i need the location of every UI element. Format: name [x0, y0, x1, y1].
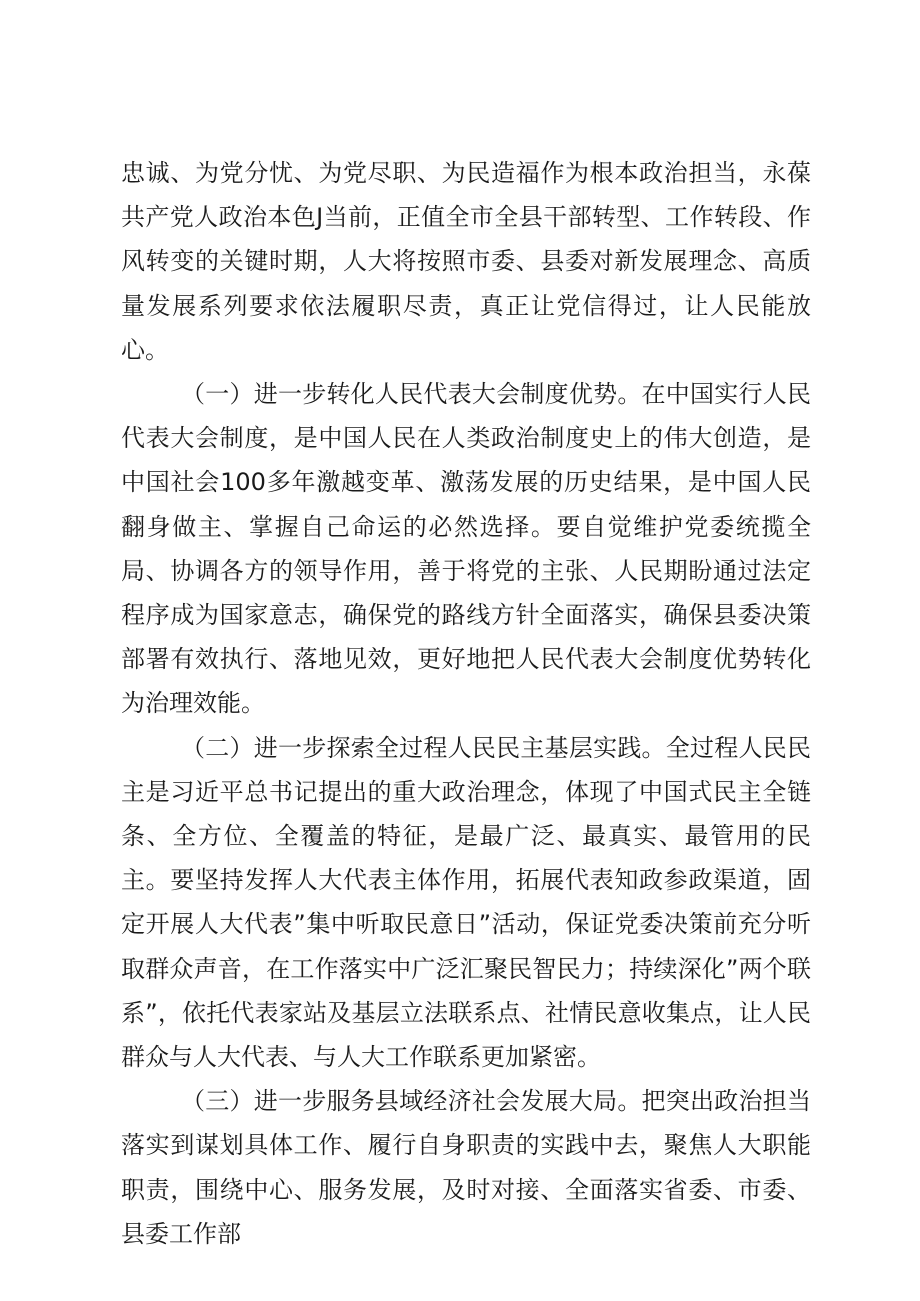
- paragraph-section-one: （一）进一步转化人民代表大会制度优势。在中国实行人民代表大会制度，是中国人民在人类政治制度史上的伟大创造，是中国社会100多年激越变革、激荡发展的历史结果，是中国人民翻身做主、掌握自己命运的必然选择。要自觉维护党委统揽全局、协调各方的领导作用，善于将党的主张、人民期盼通过法定程序成为国家意志，确保党的路线方针全面落实，确保县委决策部署有效执行、落地见效，更好地把人民代表大会制度优势转化为治理效能。: [121, 380, 811, 718]
- paragraph-continuation: 忠诚、为党分忧、为党尽职、为民造福作为根本政治担当，永葆共产党人政治本色J当前，正值全市全县干部转型、工作转段、作风转变的关键时期，人大将按照市委、县委对新发展理念、高质量发展系列要求依法履职尽责，真正让党信得过，让人民能放心。: [121, 159, 811, 364]
- document-body: [121, 151, 811, 1256]
- paragraph-section-two: （二）进一步探索全过程人民民主基层实践。全过程人民民主是习近平总书记提出的重大政治理念，体现了中国式民主全链条、全方位、全覆盖的特征，是最广泛、最真实、最管用的民主。要坚持发挥人大代表主体作用，拓展代表知政参政渠道，固定开展人大代表”集中听取民意日”活动，保证党委决策前充分听取群众声音，在工作落实中广泛汇聚民智民力；持续深化”两个联系”，依托代表家站及基层立法联系点、社情民意收集点，让人民群众与人大代表、与人大工作联系更加紧密。: [121, 733, 811, 1072]
- paragraph-section-three: （三）进一步服务县域经济社会发展大局。把突出政治担当落实到谋划具体工作、履行自身职责的实践中去，聚焦人大职能职责，围绕中心、服务发展，及时对接、全面落实省委、市委、县委工作部: [121, 1087, 811, 1248]
